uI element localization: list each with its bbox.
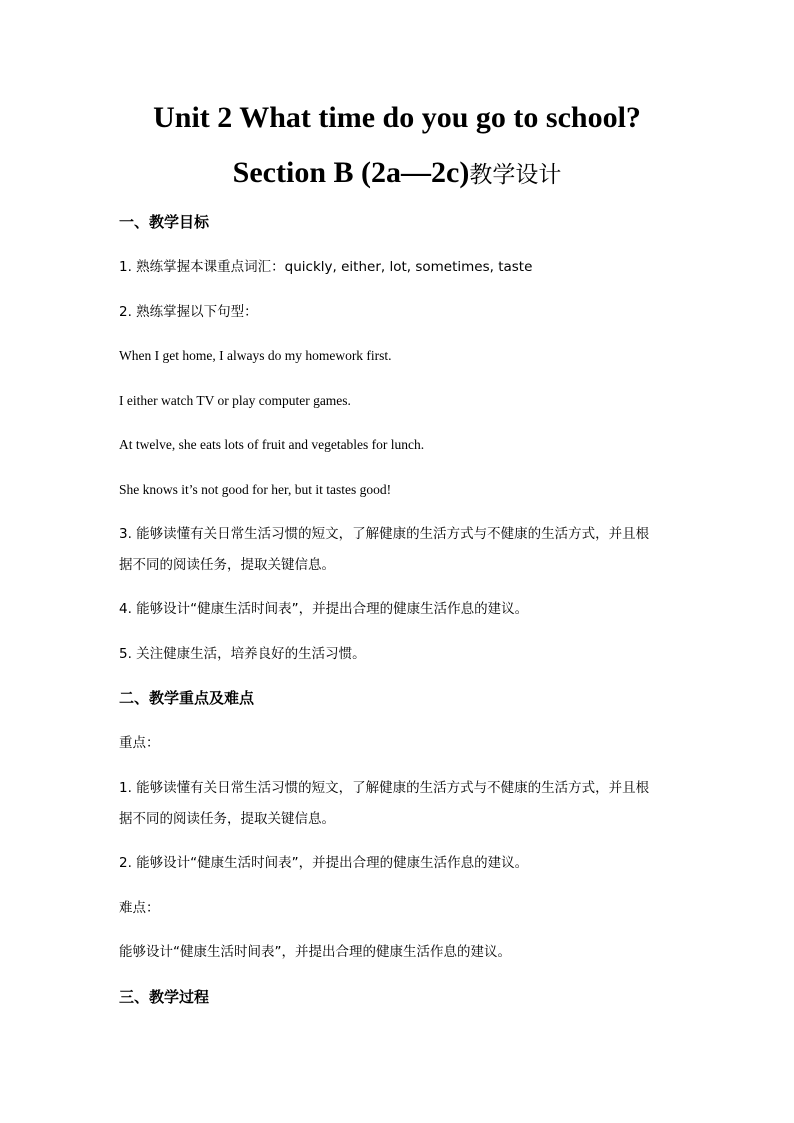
heading-key-points: 二、教学重点及难点: [119, 689, 255, 707]
key-item-1-line-2: 据不同的阅读任务，提取关键信息。: [119, 811, 335, 827]
objective-item-3-line-2: 据不同的阅读任务，提取关键信息。: [119, 557, 335, 573]
subtitle-section: Section B (2a—2c): [232, 156, 470, 189]
key-item-1-line-1: 1. 能够读懂有关日常生活习惯的短文，了解健康的生活方式与不健康的生活方式，并且根: [119, 780, 650, 796]
heading-process: 三、教学过程: [119, 988, 210, 1006]
difficult-label: 难点：: [119, 900, 160, 916]
sentence-3: At twelve, she eats lots of fruit and vegetables for lunch.: [119, 437, 425, 452]
objective-item-5: 5. 关注健康生活，培养良好的生活习惯。: [119, 646, 366, 662]
key-label: 重点：: [119, 735, 160, 751]
difficult-item-1: 能够设计“健康生活时间表”，并提出合理的健康生活作息的建议。: [119, 944, 511, 960]
objective-item-1: 1. 熟练掌握本课重点词汇：quickly, either, lot, sometimes, taste: [119, 259, 533, 275]
objective-item-3-line-1: 3. 能够读懂有关日常生活习惯的短文，了解健康的生活方式与不健康的生活方式，并且根: [119, 526, 650, 542]
sentence-1: When I get home, I always do my homework first.: [119, 348, 392, 363]
subtitle-label: 教学设计: [469, 162, 562, 188]
sentence-2: I either watch TV or play computer games.: [119, 393, 351, 408]
sentence-4: She knows it’s not good for her, but it tastes good!: [119, 482, 392, 497]
objective-item-4: 4. 能够设计“健康生活时间表”，并提出合理的健康生活作息的建议。: [119, 601, 529, 617]
heading-objectives: 一、教学目标: [119, 213, 210, 231]
objective-item-2: 2. 熟练掌握以下句型：: [119, 304, 258, 320]
document-title: Unit 2 What time do you go to school?: [153, 101, 641, 134]
key-item-2: 2. 能够设计“健康生活时间表”，并提出合理的健康生活作息的建议。: [119, 855, 529, 871]
document-subtitle: [0, 155, 794, 193]
